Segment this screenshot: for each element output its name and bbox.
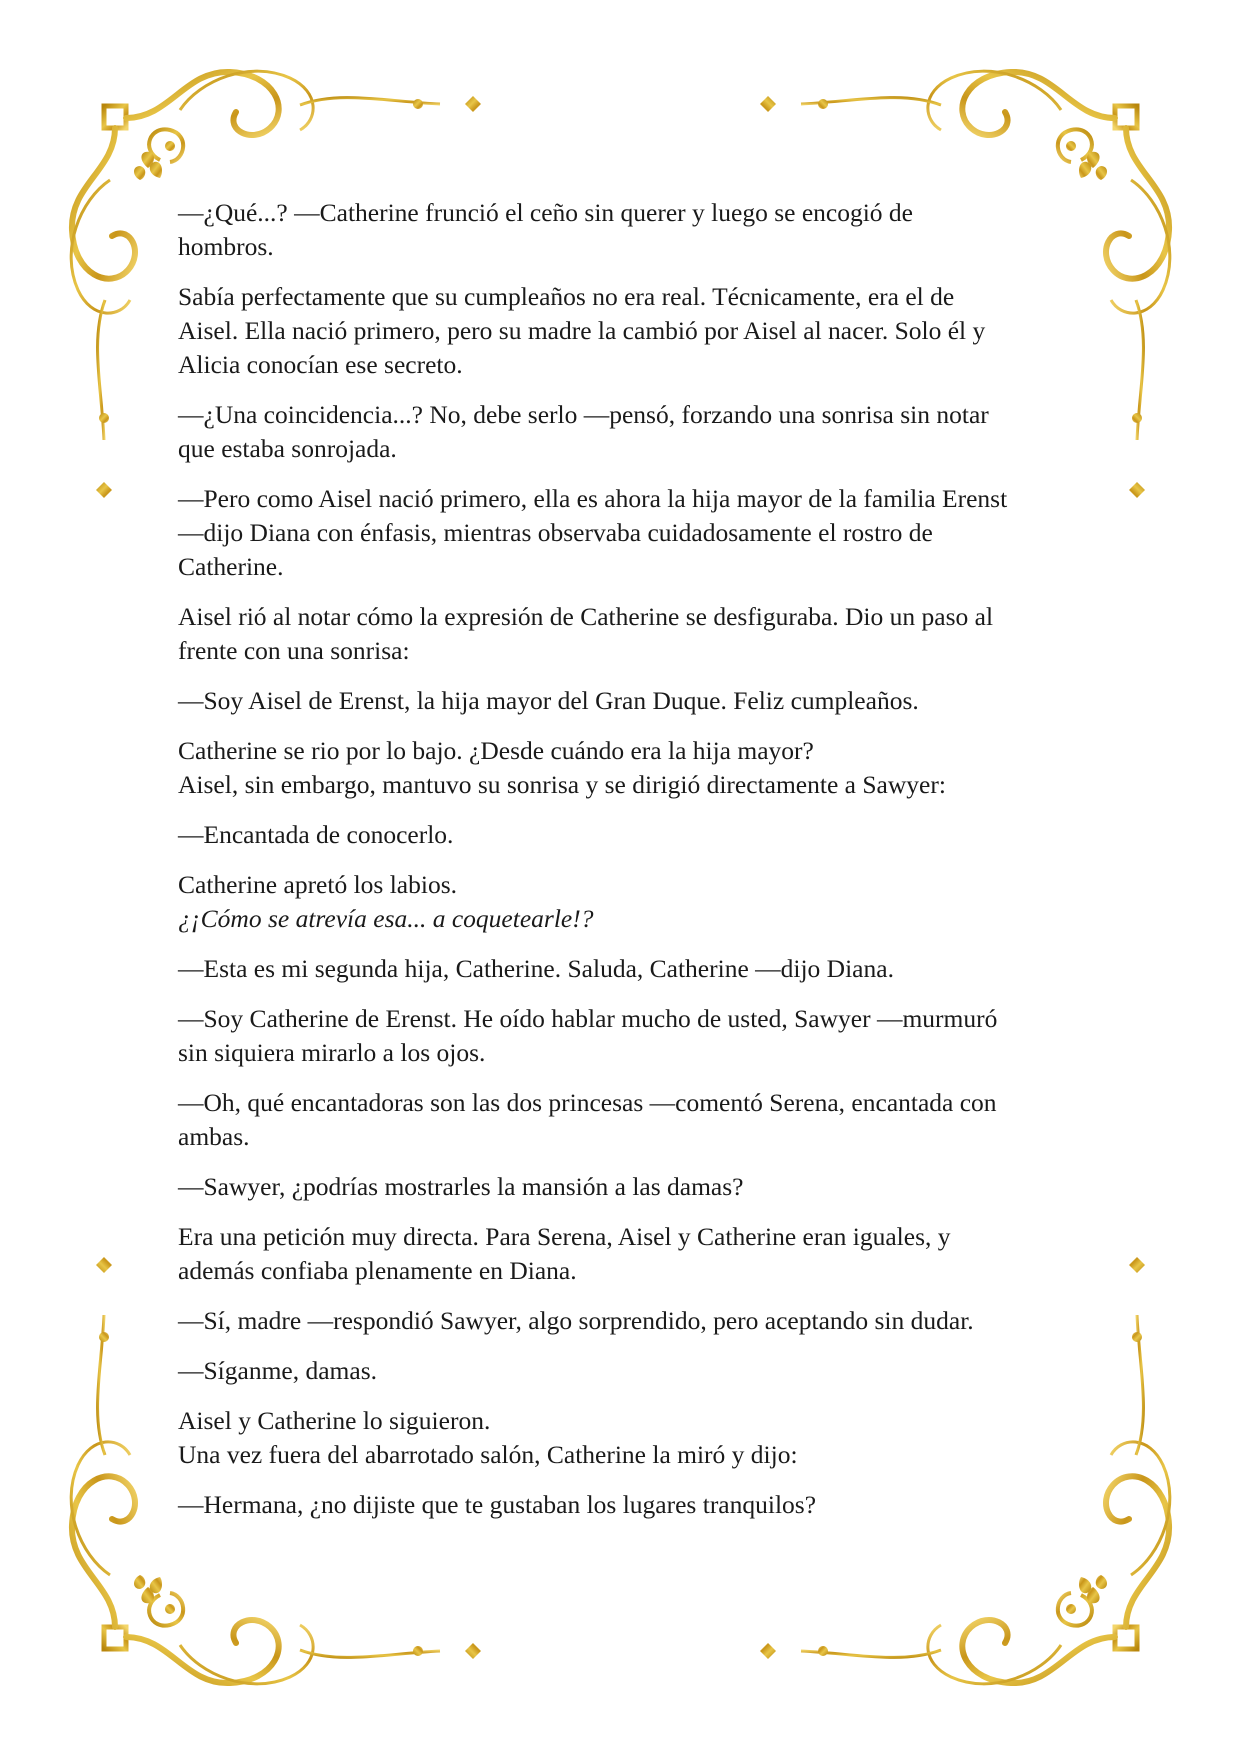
paragraph: —¿Qué...? —Catherine frunció el ceño sin querer y luego se encogió de hombros. — [178, 198, 913, 261]
paragraph: Aisel rió al notar cómo la expresión de Catherine se desfiguraba. Dio un paso al frente con una sonrisa: — [178, 602, 994, 665]
paragraph: Catherine se rio por lo bajo. ¿Desde cuándo era la hija mayor? Aisel, sin embargo, mantuvo su sonrisa y se dirigió directamente a Sawyer: — [178, 736, 946, 799]
story-text — [178, 196, 1078, 1538]
paragraph: —Soy Catherine de Erenst. He oído hablar mucho de usted, Sawyer —murmuró sin siquiera mirarlo a los ojos. — [178, 1004, 998, 1067]
paragraph: —Encantada de conocerlo. — [178, 820, 454, 849]
paragraph: Era una petición muy directa. Para Serena, Aisel y Catherine eran iguales, y además confiaba plenamente en Diana. — [178, 1222, 951, 1285]
paragraph: —Hermana, ¿no dijiste que te gustaban los lugares tranquilos? — [178, 1490, 817, 1519]
paragraph: —Soy Aisel de Erenst, la hija mayor del Gran Duque. Feliz cumpleaños. — [178, 686, 919, 715]
paragraph: —Sí, madre —respondió Sawyer, algo sorprendido, pero aceptando sin dudar. — [178, 1306, 974, 1335]
italic-thought: ¿¡Cómo se atrevía esa... a coquetearle!? — [178, 904, 594, 933]
paragraph: —Oh, qué encantadoras son las dos princesas —comentó Serena, encantada con ambas. — [178, 1088, 997, 1151]
paragraph: Sabía perfectamente que su cumpleaños no era real. Técnicamente, era el de Aisel. Ella nació primero, pero su madre la cambió por Aisel al nacer. Solo él y Alicia conocían ese secreto. — [178, 282, 986, 379]
paragraph: —Sawyer, ¿podrías mostrarles la mansión a las damas? — [178, 1172, 744, 1201]
paragraph: Catherine apretó los labios. ¿¡Cómo se atrevía esa... a coquetearle!? — [178, 870, 594, 933]
paragraph: Aisel y Catherine lo siguieron. Una vez fuera del abarrotado salón, Catherine la miró y dijo: — [178, 1406, 798, 1469]
paragraph: —¿Una coincidencia...? No, debe serlo —pensó, forzando una sonrisa sin notar que estaba sonrojada. — [178, 400, 989, 463]
paragraph: —Esta es mi segunda hija, Catherine. Saluda, Catherine —dijo Diana. — [178, 954, 894, 983]
paragraph: —Síganme, damas. — [178, 1356, 378, 1385]
paragraph: —Pero como Aisel nació primero, ella es ahora la hija mayor de la familia Erenst —dijo Diana con énfasis, mientras observaba cuidadosamente el rostro de Catherine. — [178, 484, 1008, 581]
